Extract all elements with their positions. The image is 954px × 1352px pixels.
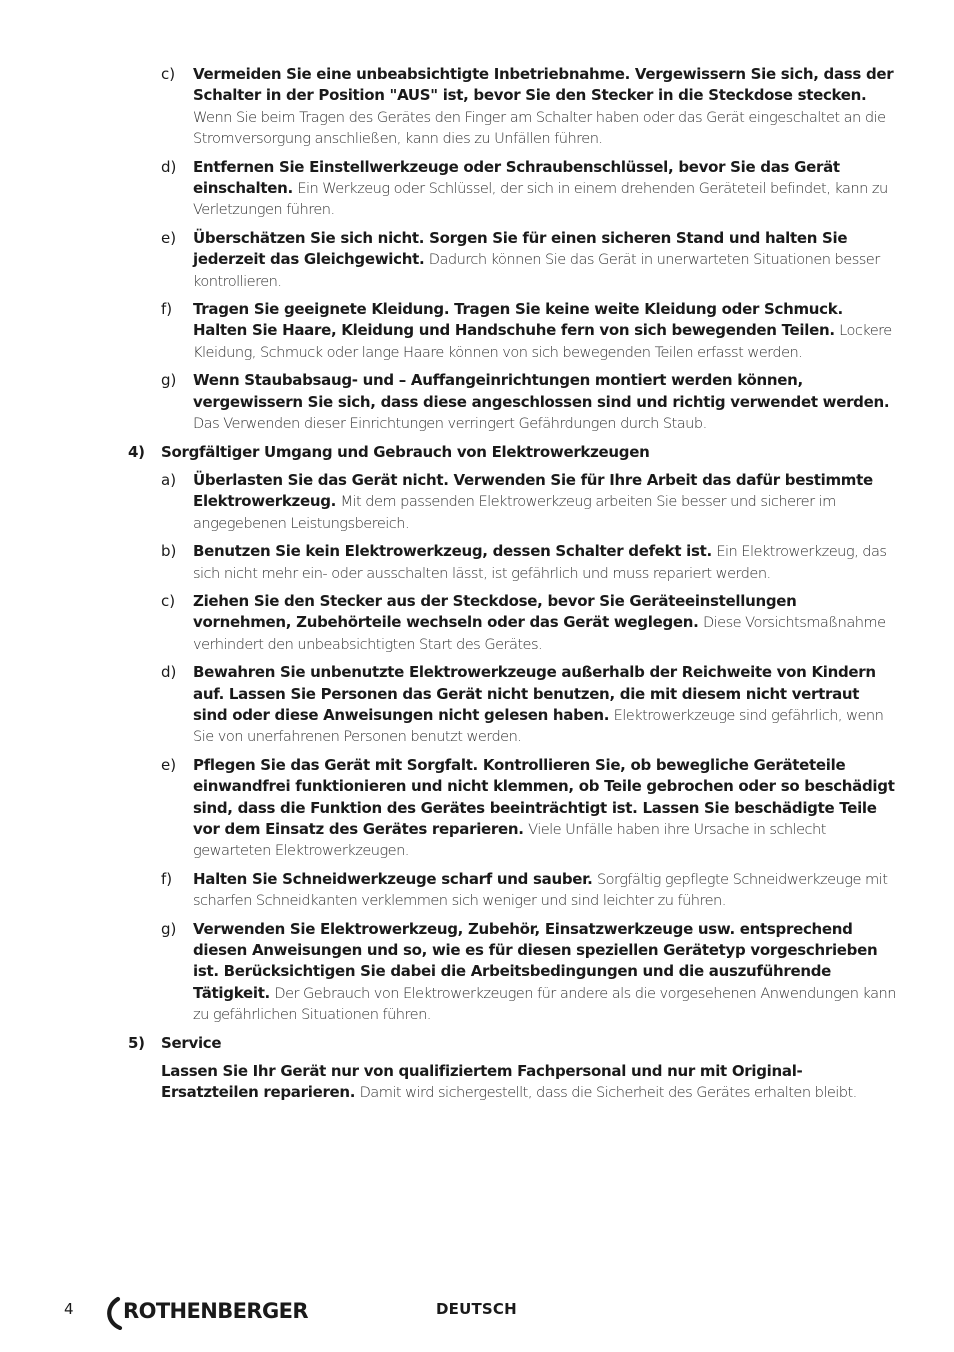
item-text: Das Verwenden dieser Einrichtungen verringert Gefährdungen durch Staub. — [193, 415, 707, 433]
item-text: Viele Unfälle haben ihre Ursache in schlecht gewarteten Elektrowerkzeugen. — [193, 821, 826, 860]
list-item — [0, 157, 954, 221]
section-title: Service — [161, 1033, 222, 1052]
list-marker: c) — [161, 65, 176, 83]
list-marker: a) — [161, 470, 177, 489]
list-marker: e) — [161, 228, 177, 247]
item-bold-text: Verwenden Sie Elektrowerkzeug, Zubehör, Einsatzwerkzeuge usw. entsprechend diesen Anweisungen und so, wie es für diesen speziellen Gerätetyp vorgeschrieben ist. Berücksichtigen Sie dabei die Arbeitsbedingungen und die auszuführende Tätigkeit. — [193, 919, 878, 1002]
language-label: DEUTSCH — [436, 1300, 517, 1318]
list-marker: d) — [161, 663, 177, 682]
list-marker: c) — [161, 591, 176, 610]
list-marker: f) — [161, 869, 173, 888]
list-item — [0, 755, 954, 862]
item-text: Ein Werkzeug oder Schlüssel, der sich in einem drehenden Geräteteil befindet, kann zu Verletzungen führen. — [193, 180, 888, 219]
section-heading — [0, 1033, 954, 1054]
item-bold-text: Entfernen Sie Einstellwerkzeuge oder Schraubenschlüssel, bevor Sie das Gerät einschalten. — [193, 157, 840, 198]
list-item — [0, 370, 954, 434]
item-bold-text: Bewahren Sie unbenutzte Elektrowerkzeuge außerhalb der Reichweite von Kindern auf. Lassen Sie Personen das Gerät nicht benutzen, die mit diesem nicht vertraut sind oder diese Anweisungen nicht gelesen haben. — [193, 663, 876, 724]
list-item — [0, 299, 954, 363]
list-marker: b) — [161, 542, 177, 561]
item-bold-text: Vermeiden Sie eine unbeabsichtigte Inbetriebnahme. Vergewissern Sie sich, dass der Schalter in der Position "AUS" ist, bevor Sie den Stecker in die Steckdose stecken. — [193, 65, 894, 105]
paragraph-text: Damit wird sichergestellt, dass die Sicherheit des Gerätes erhalten bleibt. — [359, 1084, 857, 1102]
item-bold-text: Benutzen Sie kein Elektrowerkzeug, dessen Schalter defekt ist. — [193, 542, 712, 561]
item-text: Lockere Kleidung, Schmuck oder lange Haare können von sich bewegenden Teilen erfasst werden. — [193, 322, 892, 361]
item-bold-text: Ziehen Sie den Stecker aus der Steckdose, bevor Sie Geräteeinstellungen vornehmen, Zubehörteile wechseln oder das Gerät weglegen. — [193, 591, 797, 632]
list-marker: f) — [161, 300, 173, 319]
item-bold-text: Halten Sie Schneidwerkzeuge scharf und sauber. — [193, 869, 593, 888]
item-bold-text: Pflegen Sie das Gerät mit Sorgfalt. Kontrollieren Sie, ob bewegliche Geräteteile einwandfrei funktionieren und nicht klemmen, ob Teile gebrochen oder so beschädigt sind, dass die Funktion des Gerätes beeinträchtigt ist. Lassen Sie beschädigte Teile vor dem Einsatz des Gerätes reparieren. — [193, 755, 895, 838]
svg-text:ROTHENBERGER: ROTHENBERGER — [123, 1299, 308, 1323]
list-item — [0, 919, 954, 1026]
rothenberger-logo — [104, 1296, 344, 1330]
list-marker: d) — [161, 157, 177, 176]
list-marker: g) — [161, 919, 177, 938]
list-marker: g) — [161, 371, 177, 390]
item-text: Ein Elektrowerkzeug, das sich nicht mehr ein- oder ausschalten lässt, ist gefährlich und muss repariert werden. — [193, 543, 887, 582]
list-item — [0, 869, 954, 912]
item-text: Wenn Sie beim Tragen des Gerätes den Finger am Schalter haben oder das Gerät eingeschaltet an die Stromversorgung anschließen, kann dies zu Unfällen führen. — [193, 108, 886, 148]
section-marker: 5) — [128, 1033, 145, 1052]
list-item — [0, 591, 954, 655]
list-item — [0, 470, 954, 534]
document-body — [0, 64, 954, 1111]
page-footer — [0, 1296, 954, 1332]
paragraph-bold-text: Lassen Sie Ihr Gerät nur von qualifiziertem Fachpersonal und nur mit Original-Ersatzteilen reparieren. — [161, 1062, 803, 1102]
item-text: Diese Vorsichtsmaßnahme verhindert den unbeabsichtigten Start des Gerätes. — [193, 614, 886, 653]
item-bold-text: Überschätzen Sie sich nicht. Sorgen Sie für einen sicheren Stand und halten Sie jederzeit das Gleichgewicht. — [193, 228, 848, 269]
list-item — [0, 541, 954, 584]
item-text: Elektrowerkzeuge sind gefährlich, wenn Sie von unerfahrenen Personen benutzt werden. — [193, 706, 884, 746]
section-heading — [0, 442, 954, 463]
section-title: Sorgfältiger Umgang und Gebrauch von Elektrowerkzeugen — [161, 442, 650, 461]
section-marker: 4) — [128, 442, 145, 461]
list-item — [0, 228, 954, 292]
item-text: Mit dem passenden Elektrowerkzeug arbeiten Sie besser und sicherer im angegebenen Leistungsbereich. — [193, 493, 836, 532]
list-item — [0, 64, 954, 150]
item-bold-text: Tragen Sie geeignete Kleidung. Tragen Sie keine weite Kleidung oder Schmuck. Halten Sie Haare, Kleidung und Handschuhe fern von sich bewegenden Teilen. — [193, 300, 843, 340]
item-bold-text: Überlasten Sie das Gerät nicht. Verwenden Sie für Ihre Arbeit das dafür bestimmte Elektrowerkzeug. — [193, 470, 873, 511]
list-marker: e) — [161, 755, 177, 774]
item-text: Der Gebrauch von Elektrowerkzeugen für andere als die vorgesehenen Anwendungen kann zu gefährlichen Situationen führen. — [193, 984, 896, 1024]
item-text: Dadurch können Sie das Gerät in unerwarteten Situationen besser kontrollieren. — [193, 251, 880, 290]
list-item — [0, 662, 954, 748]
item-text: Sorgfältig gepflegte Schneidwerkzeuge mit scharfen Schneidkanten verklemmen sich weniger und sind leichter zu führen. — [193, 870, 888, 910]
service-paragraph — [0, 1061, 954, 1104]
item-bold-text: Wenn Staubabsaug- und – Auffangeinrichtungen montiert werden können, vergewissern Sie sich, dass diese angeschlossen sind und richtig verwendet werden. — [193, 371, 890, 411]
page-number: 4 — [64, 1300, 74, 1318]
